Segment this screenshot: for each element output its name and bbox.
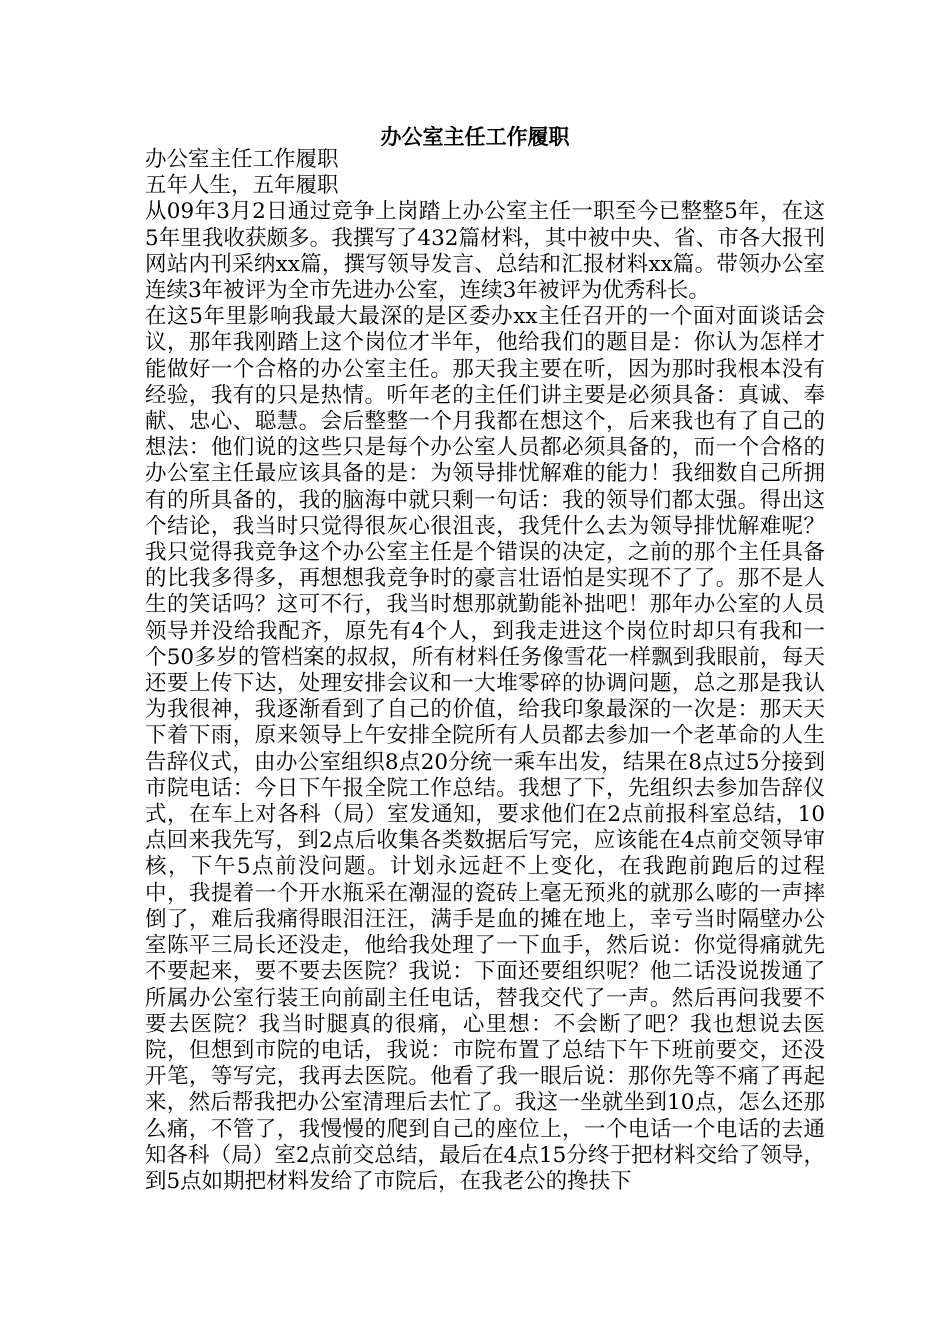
document-title: 办公室主任工作履职 [380, 124, 570, 149]
document-body [145, 147, 825, 1195]
paragraph-achievements: 从09年3月2日通过竞争上岗踏上办公室主任一职至今已整整5年，在这5年里我收获颇多。我撰写了432篇材料，其中被中央、省、市各大报刊网站内刊采纳xx篇，撰写领导发言、总结和汇报材料xx篇。带领办公室连续3年被评为全市先进办公室，连续3年被评为优秀科长。 [145, 199, 825, 304]
paragraph-subtitle: 办公室主任工作履职 [145, 147, 339, 172]
paragraph-heading: 五年人生，五年履职 [145, 173, 339, 199]
paragraph-story: 在这5年里影响我最大最深的是区委办xx主任召开的一个面对面谈话会议，那年我刚踏上这个岗位才半年，他给我们的题目是：你认为怎样才能做好一个合格的办公室主任。那天我主要在听，因为那时我根本没有经验，我有的只是热情。听年老的主任们讲主要是必须具备：真诚、奉献、忠心、聪慧。会后整整一个月我都在想这个，后来我也有了自己的想法：他们说的这些只是每个办公室人员都必须具备的，而一个合格的办公室主任最应该具备的是：为领导排忧解难的能力！我细数自己所拥有的所具备的，我的脑海中就只剩一句话：我的领导们都太强。得出这个结论，我当时只觉得很灰心很沮丧，我凭什么去为领导排忧解难呢？我只觉得我竞争这个办公室主任是个错误的决定，之前的那个主任具备的比我多得多，再想想我竞争时的豪言壮语怕是实现不了了。那不是人生的笑话吗？这可不行，我当时想那就勤能补拙吧！那年办公室的人员领导并没给我配齐，原先有4个人，到我走进这个岗位时却只有我和一个50多岁的管档案的叔叔，所有材料任务像雪花一样飘到我眼前，每天还要上传下达，处理安排会议和一大堆零碎的协调问题，总之那是我认为我很神，我逐渐看到了自己的价值，给我印象最深的一次是：那天天下着下雨，原来领导上午安排全院所有人员都去参加一个老革命的人生告辞仪式，由办公室组织8点20分统一乘车出发，结果在8点过5分接到市院电话：今日下午报全院工作总结。我想了下，先组织去参加告辞仪式，在车上对各科（局）室发通知，要求他们在2点前报科室总结，10点回来我先写，到2点后收集各类数据后写完，应该能在4点前交领导审核，下午5点前没问题。计划永远赶不上变化，在我跑前跑后的过程中，我提着一个开水瓶采在潮湿的瓷砖上毫无预兆的就那么嘭的一声摔倒了，难后我痛得眼泪汪汪，满手是血的摊在地上，幸亏当时隔壁办公室陈平三局长还没走，他给我处理了一下血手，然后说：你觉得痛就先不要起来，要不要去医院？我说：下面还要组织呢？他二话没说拨通了所属办公室行装王向前副主任电话，替我交代了一声。然后再问我要不要去医院？我当时腿真的很痛，心里想：不会断了吧？我也想说去医院，但想到市院的电话，我说：市院布置了总结下午下班前要交，还没开笔，等写完，我再去医院。他看了我一眼后说：那你先等不痛了再起来，然后帮我把办公室清理后去忙了。我这一坐就坐到10点，怎么还那么痛，不管了，我慢慢的爬到自己的座位上，一个电话一个电话的去通知各科（局）室2点前交总结，最后在4点15分终于把材料交给了领导，到5点如期把材料发给了市院后，在我老公的搀扶下 [145, 304, 825, 1194]
